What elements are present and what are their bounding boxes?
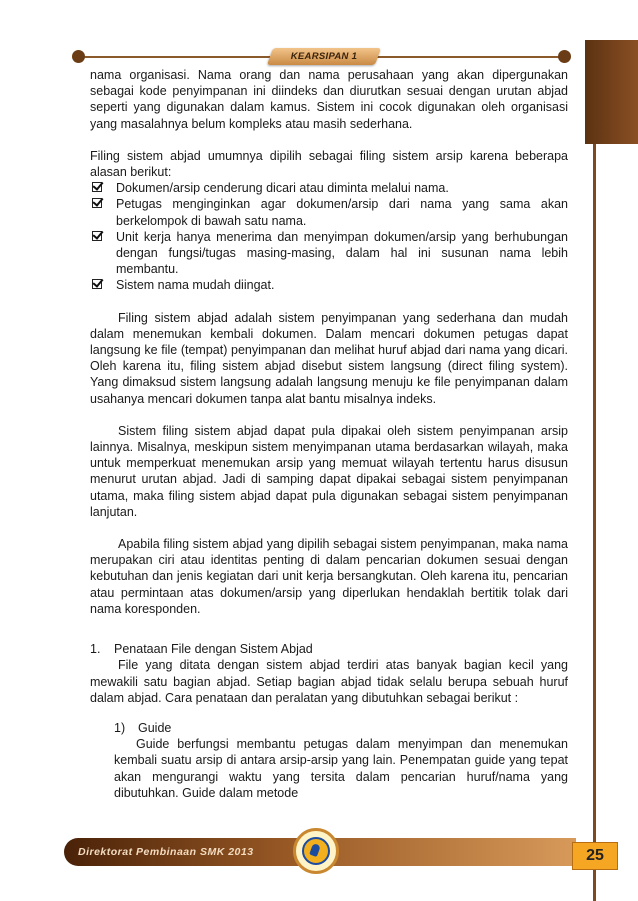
footer-publisher: Direktorat Pembinaan SMK 2013 [78, 846, 254, 858]
paragraph-name-identity: Apabila filing sistem abjad yang dipilih sebagai sistem penyimpanan, maka nama merupakan ciri atau identitas penting di dalam pencarian dokumen sesuai dengan kebutuhan dan jenis kegiatan dari unit kerja bersangkutan. Oleh karena itu, pencarian atau permintaan atas dokumen/arsip yang diperlukan hendaklah bertitik tolak dari nama koresponden. [90, 537, 568, 616]
side-accent-block [585, 40, 638, 144]
paragraph-direct-filing: Filing sistem abjad adalah sistem penyimpanan yang sederhana dan mudah dalam menemukan kembali dokumen. Dalam mencari dokumen petugas dapat langsung ke file (tempat) penyimpanan dan melihat huruf abjad dari nama yang dicari. Oleh karena itu, filing sistem abjad disebut sistem langsung (direct filing system). Yang dimaksud sistem langsung adalah langsung menuju ke file penyimpanan dalam usahanya mencari dokumen tanpa alat bantu misalnya indeks. [90, 310, 568, 406]
side-accent-line [593, 144, 596, 849]
reason-text: Petugas menginginkan agar dokumen/arsip dari nama yang sama akan berkelompok di bawah satu nama. [116, 197, 568, 228]
list-item [90, 196, 568, 228]
subsection-heading [114, 720, 568, 736]
subsection-paragraph: Guide berfungsi membantu petugas dalam menyimpan dan menemukan kembali suatu arsip di antara arsip-arsip yang lain. Penempatan guide yang tepat akan mengurangi waktu yang tersita dalam pencarian huruf/nama yang dibutuhkan. Guide dalam metode [114, 737, 568, 800]
reason-text: Sistem nama mudah diingat. [116, 278, 275, 293]
subsection-number: 1) [114, 720, 126, 735]
checkbox-icon [92, 182, 102, 192]
chapter-label: KEARSIPAN 1 [290, 51, 358, 62]
paragraph-secondary-system: Sistem filing sistem abjad dapat pula dipakai oleh sistem penyimpanan arsip lainnya. Misalnya, meskipun sistem menyimpanan utama berdasarkan wilayah, maka untuk memperkuat menemukan arsip yang memuat wilayah tertentu harus disusun menurut urutan abjad. Jadi di samping dapat dipakai sebagai sistem penyimpanan utama, maka filing sistem abjad dapat pula digunakan sebagai sistem penyimpanan lanjutan. [90, 423, 568, 519]
reason-text: Dokumen/arsip cenderung dicari atau diminta melalui nama. [116, 181, 449, 196]
checkbox-icon [92, 231, 102, 241]
section-number: 1. [90, 642, 101, 657]
subsection-guide [90, 720, 568, 801]
smk-emblem-icon [293, 828, 339, 874]
section-title: Penataan File dengan Sistem Abjad [114, 642, 313, 657]
section-heading [90, 641, 568, 657]
section-paragraph: File yang ditata dengan sistem abjad terdiri atas banyak bagian kecil yang mewakili satu bagian abjad. Setiap bagian abjad tidak selalu berupa sebuah huruf dalam abjad. Cara penataan dan peralatan yang dibutuhkan sebagai berikut : [90, 658, 568, 705]
header-left-dot [72, 50, 85, 63]
paragraph-intro: nama organisasi. Nama orang dan nama perusahaan yang akan dipergunakan sebagai kode penyimpanan ini diindeks dan diurutkan sesuai dengan urutan abjad seperti yang digunakan dalam kamus. Sistem ini cocok digunakan oleh organisasi yang masalahnya belum kompleks atau masih sederhana. [90, 68, 568, 131]
checkbox-icon [92, 279, 102, 289]
checkbox-icon [92, 198, 102, 208]
paragraph-reasons-lead: Filing sistem abjad umumnya dipilih sebagai filing sistem arsip karena beberapa alasan berikut: [90, 148, 568, 180]
reason-text: Unit kerja hanya menerima dan menyimpan dokumen/arsip yang berhubungan dengan fungsi/tugas masing-masing, dalam hal ini susunan nama lebih membantu. [116, 229, 568, 277]
page-content [90, 67, 568, 801]
emblem-inner [302, 837, 330, 865]
header-right-dot [558, 50, 571, 63]
side-accent-line-bottom [593, 868, 596, 901]
subsection-title: Guide [138, 720, 172, 735]
list-item [90, 229, 568, 278]
reasons-list [90, 180, 568, 293]
page-number: 25 [572, 842, 618, 870]
list-item [90, 180, 568, 196]
list-item [90, 277, 568, 293]
